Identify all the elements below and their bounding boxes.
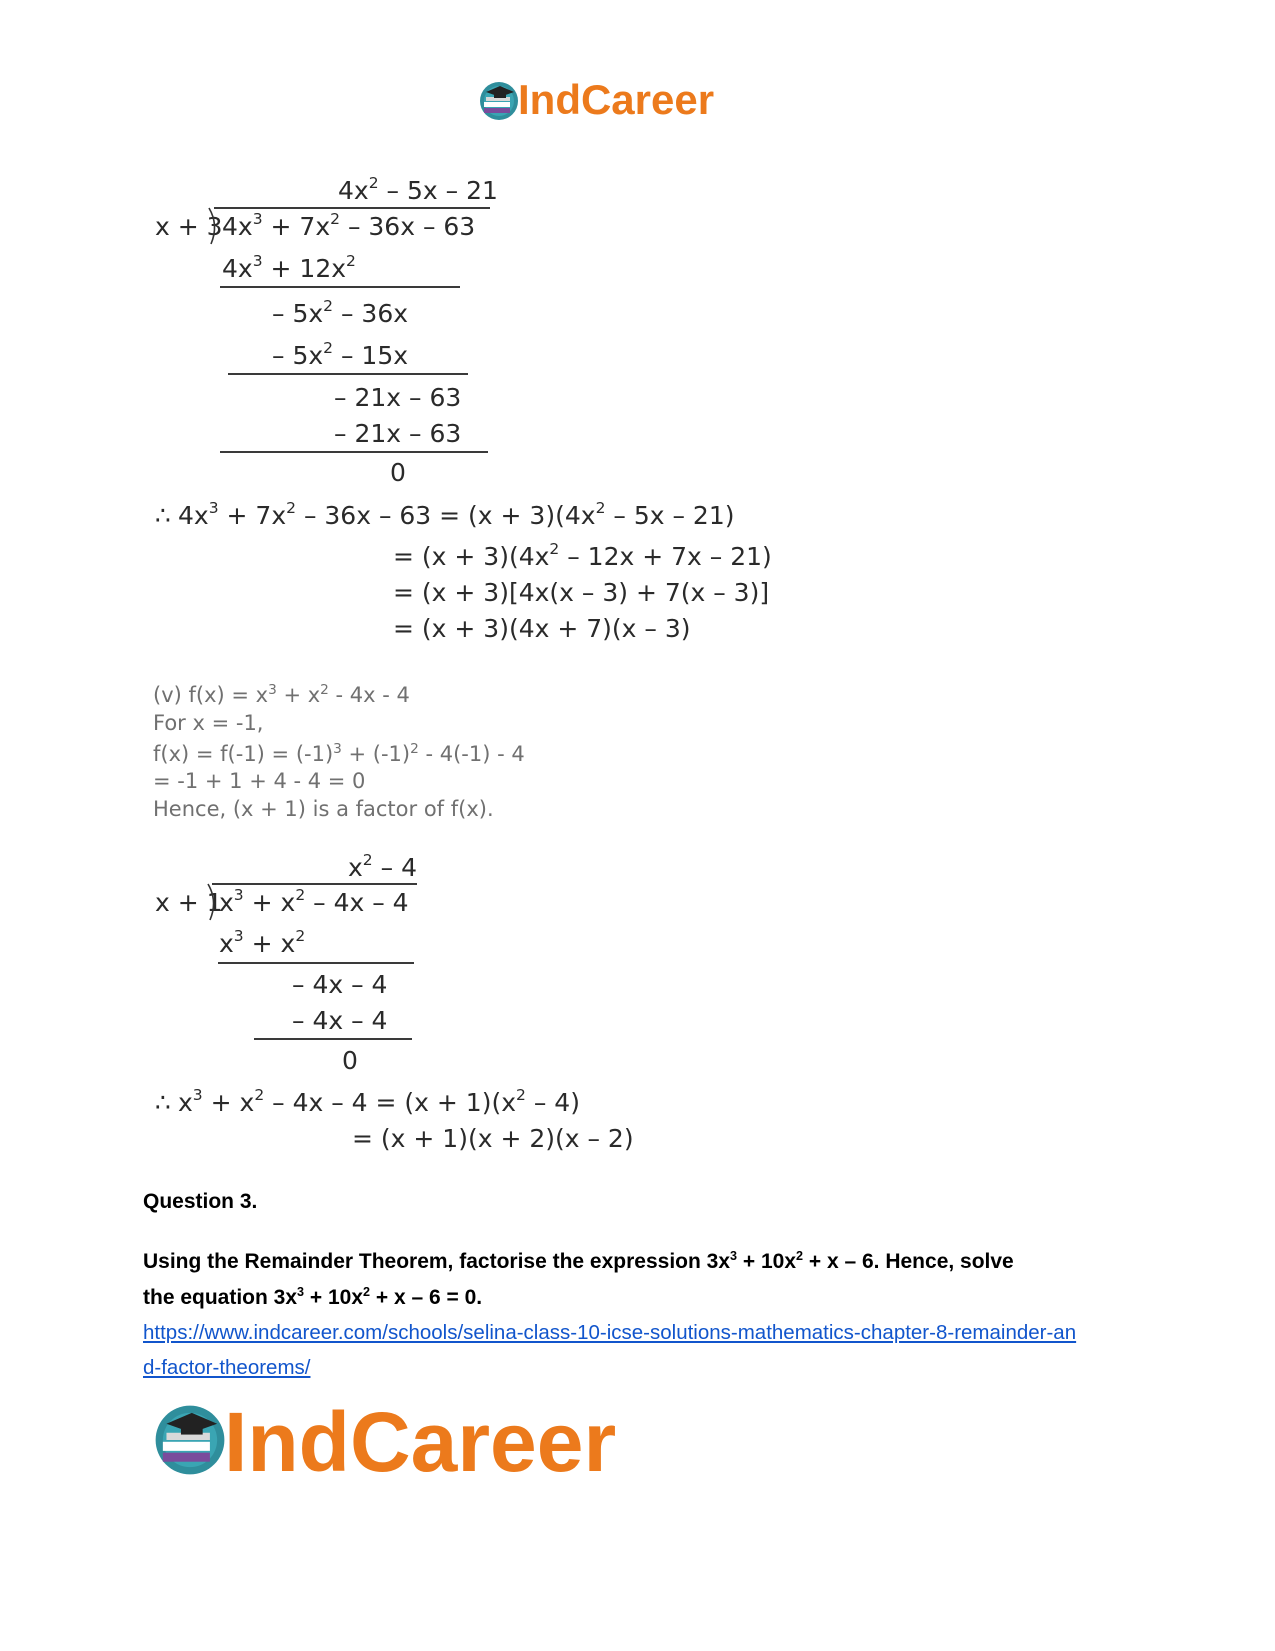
div2-divisor: x + 1 bbox=[155, 888, 223, 917]
factor2-line1: $x^3 + x^2 - 4x - 4 = (x + 1)(x^2 - 4)$ bbox=[178, 1085, 580, 1117]
factor1-line3: = (x + 3)[4x(x – 3) + 7(x – 3)] bbox=[393, 578, 770, 607]
question-title: Question 3. bbox=[143, 1190, 258, 1213]
question-text: Using the Remainder Theorem, factorise the expression $3x^3 + 10x^2 + x - 6$. Hence, solve the equation $3x^3 + 10x^2 + x - 6 = 0$. bbox=[143, 1249, 1014, 1309]
div1-step3: – 21x – 63 bbox=[334, 419, 462, 448]
source-link[interactable]: https://www.indcareer.com/schools/selina-class-10-icse-solutions-mathematics-chapter-8-remainder-and-factor-theorems/ bbox=[143, 1321, 1077, 1379]
partv-line3: $f(x) = f(-1) = (-1)^3 + (-1)^2 - 4(-1) - 4$ bbox=[153, 740, 525, 766]
div1-line1 bbox=[220, 286, 460, 288]
factor1-line2: = $(x + 3)(4x^2 - 12x + 7x - 21)$ bbox=[393, 539, 772, 571]
div1-quotient: $4x^2 - 5x - 21$ bbox=[338, 173, 498, 205]
div1-remainder: 0 bbox=[390, 458, 406, 487]
div2-line1 bbox=[218, 962, 414, 964]
div2-quotient: $x^2 - 4$ bbox=[348, 850, 417, 882]
footer-logo-text: IndCareer bbox=[224, 1395, 617, 1489]
div1-step2: – $5x^2 - 15x$ bbox=[272, 338, 409, 370]
div1-line2 bbox=[228, 373, 468, 375]
div1-bar bbox=[214, 207, 490, 209]
header-logo bbox=[478, 76, 738, 126]
therefore-icon: ∴ bbox=[155, 501, 171, 530]
division-bracket-icon bbox=[207, 207, 221, 245]
div1-divisor: x + 3 bbox=[155, 212, 223, 241]
partv-line1: (v) $f(x) = x^3 + x^2 - 4x - 4$ bbox=[153, 681, 410, 707]
div2-remainder: 0 bbox=[342, 1046, 358, 1075]
factor1-line1: $4x^3 + 7x^2 - 36x - 63 = (x + 3)(4x^2 - 5x - 21)$ bbox=[178, 498, 735, 530]
logo-emblem-icon bbox=[152, 1402, 228, 1478]
div1-rem1: – $5x^2 - 36x$ bbox=[272, 296, 409, 328]
div2-bar bbox=[212, 883, 417, 885]
div1-line3 bbox=[220, 451, 488, 453]
partv-line5: Hence, (x + 1) is a factor of f(x). bbox=[153, 797, 494, 821]
div1-rem2: – 21x – 63 bbox=[334, 383, 462, 412]
header-logo-text: IndCareer bbox=[518, 76, 715, 123]
div2-step1: $x^3 + x^2$ bbox=[219, 926, 306, 958]
factor2-line2: = (x + 1)(x + 2)(x – 2) bbox=[352, 1124, 634, 1153]
partv-line4: = -1 + 1 + 4 - 4 = 0 bbox=[153, 769, 366, 793]
div2-rem1: – 4x – 4 bbox=[292, 970, 388, 999]
footer-logo bbox=[152, 1395, 672, 1489]
partv-line2: For x = -1, bbox=[153, 711, 264, 735]
div2-line2 bbox=[254, 1038, 412, 1040]
div2-dividend: $x^3 + x^2 - 4x - 4$ bbox=[219, 885, 409, 917]
div1-dividend: $4x^3 + 7x^2 - 36x - 63$ bbox=[222, 209, 476, 241]
div2-step2: – 4x – 4 bbox=[292, 1006, 388, 1035]
div1-step1: $4x^3 + 12x^2$ bbox=[222, 251, 356, 283]
logo-emblem-icon bbox=[478, 80, 520, 122]
therefore-icon: ∴ bbox=[155, 1088, 171, 1117]
factor1-line4: = (x + 3)(4x + 7)(x – 3) bbox=[393, 614, 691, 643]
division-bracket-icon bbox=[206, 883, 220, 921]
